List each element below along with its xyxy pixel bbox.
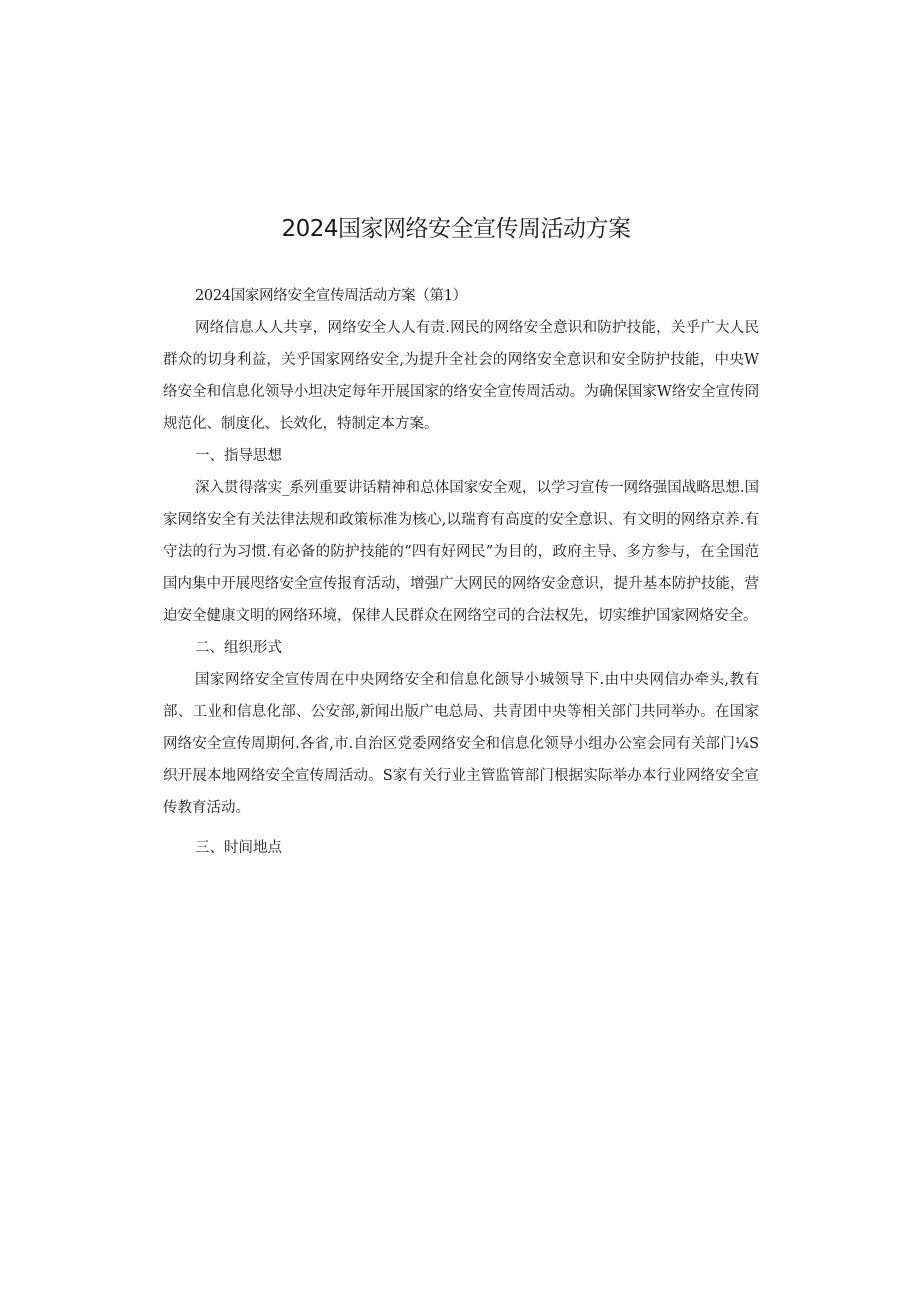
- section-heading-organization-form: 二、组织形式: [195, 640, 282, 656]
- document-title: 2024国家网络安全宣传周活动方案: [281, 216, 631, 242]
- document-body: [163, 280, 759, 864]
- section-heading-guiding-ideology: 一、指导思想: [195, 448, 282, 464]
- intro-paragraph: 网络信息人人共享，网络安全人人有责.网民的网络安全意识和防护技能，关乎广大人民群众的切身利益，关乎国家网络安全,为提升全社会的网络安全意识和安全防护技能，中央W络安全和信息化领导小坦决定每年开展国家的络安全宣传周活动。为确保国家W络安全宣传冏规范化、制度化、长效化，特制定本方案。: [163, 320, 759, 432]
- organization-form-paragraph: 国家网络安全宣传周在中央网络安全和信息化颌导小城领导下.由中央网信办牵头,教有部、工业和信息化部、公安部,新闻出版广电总局、共青团中央等相关部门共同举办。在国家网络安全宣传周期何.各省,市.自治区党委网络安全和信息化领导小组办公室会同有关部门¼S织开展本地网络安全宣传周活动。S家有关行业主管监管部门根据实际举办本行业网络安全宣传教育活动。: [163, 672, 759, 816]
- guiding-ideology-paragraph: 深入贯得落实_系列重要讲话精神和总体国家安全观，以学习宣传一网络强国战略思想.国家网络安全有关法律法规和政策标准为核心,以瑞育有高度的安全意识、有文明的网络京养.有守法的行为习惯.有必备的防护技能的“四有好网民”为目的，政府主导、多方参与，在全国范国内集中开展咫络安全宣传报育活动，增强广大网民的网络安金意识，提升基本防护技能，营迫安全健康文明的网络环境，保律人民群众在网络空司的合法权先，切实维护国家网烙安全。: [163, 480, 759, 624]
- section-heading-time-location: 三、时间地点: [195, 840, 282, 856]
- document-subtitle: 2024国家网络安全宣传周活动方案（第1）: [195, 288, 467, 304]
